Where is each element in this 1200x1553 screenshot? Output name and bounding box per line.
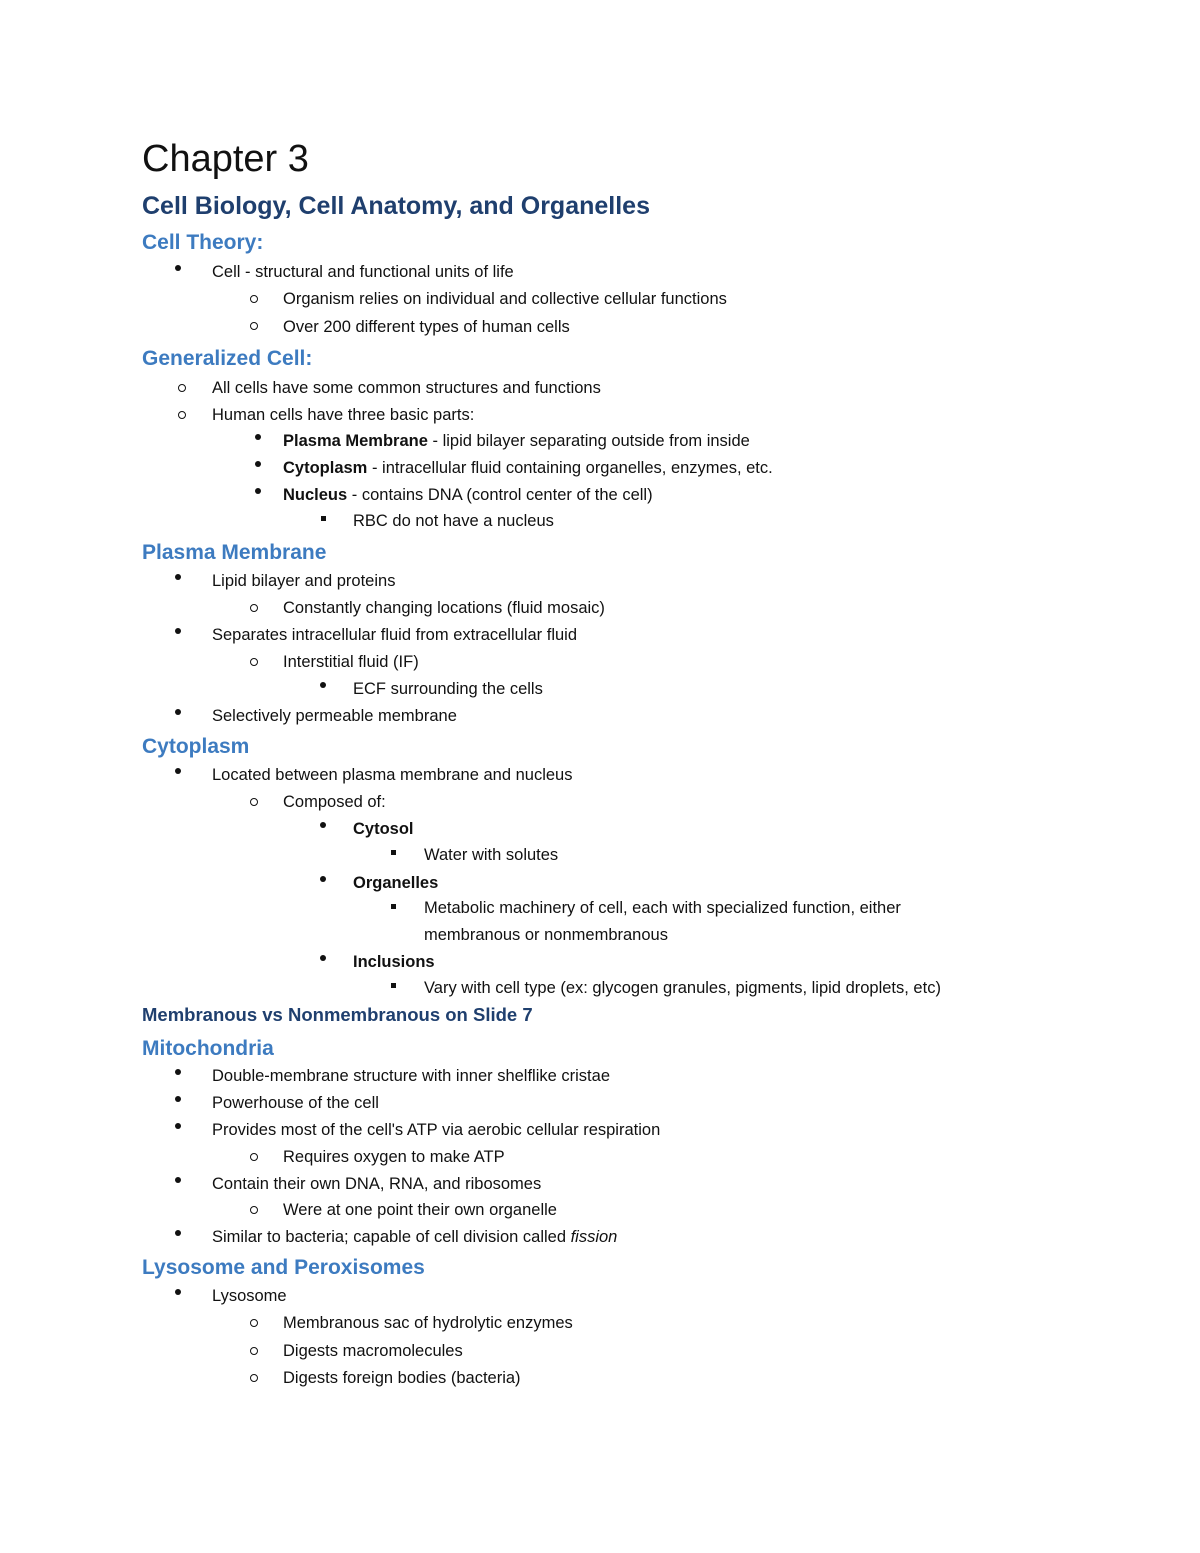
bullet-dot-icon (175, 1177, 181, 1183)
list-item: Double-membrane structure with inner shelflike cristae (212, 1067, 610, 1085)
bullet-square-icon (391, 983, 396, 988)
term-nucleus: Nucleus (283, 486, 348, 504)
term-cytosol: Cytosol (353, 820, 414, 838)
term-cytoplasm: Cytoplasm (283, 459, 368, 477)
bullet-dot-icon (255, 488, 261, 494)
list-item: Interstitial fluid (IF) (283, 653, 419, 671)
list-item: Contain their own DNA, RNA, and ribosomes (212, 1175, 542, 1193)
list-item: Membranous sac of hydrolytic enzymes (283, 1314, 573, 1332)
heading-cytoplasm: Cytoplasm (142, 735, 250, 758)
term-organelles: Organelles (353, 874, 439, 892)
list-item: RBC do not have a nucleus (353, 512, 554, 530)
bullet-dot-icon (175, 265, 181, 271)
list-item-inclusions (353, 954, 435, 971)
chapter-title: Chapter 3 (142, 138, 309, 180)
term-inclusions: Inclusions (353, 953, 435, 971)
membranous-note: Membranous vs Nonmembranous on Slide 7 (142, 1004, 533, 1025)
list-item-plasma-membrane (283, 433, 750, 450)
list-item: Provides most of the cell's ATP via aerobic cellular respiration (212, 1121, 661, 1139)
bullet-dot-icon (175, 1096, 181, 1102)
list-item: Selectively permeable membrane (212, 707, 457, 725)
bullet-circle-icon (250, 322, 258, 330)
bullet-dot-icon (175, 709, 181, 715)
heading-plasma-membrane: Plasma Membrane (142, 541, 327, 564)
bullet-dot-icon (320, 822, 326, 828)
bullet-dot-icon (320, 955, 326, 961)
list-item: Human cells have three basic parts: (212, 406, 475, 424)
list-item: Composed of: (283, 793, 386, 811)
bullet-circle-icon (250, 1153, 258, 1161)
bullet-dot-icon (175, 1069, 181, 1075)
bullet-dot-icon (255, 461, 261, 467)
list-item-cytoplasm (283, 460, 773, 477)
bullet-circle-icon (178, 411, 186, 419)
bullet-circle-icon (250, 604, 258, 612)
bullet-dot-icon (175, 768, 181, 774)
list-item: Powerhouse of the cell (212, 1094, 379, 1112)
definition: - intracellular fluid containing organelles, enzymes, etc. (367, 459, 773, 477)
heading-lysosome-peroxisomes: Lysosome and Peroxisomes (142, 1256, 425, 1279)
list-item: Digests macromolecules (283, 1342, 463, 1360)
definition: - contains DNA (control center of the cell) (347, 486, 653, 504)
list-item: Located between plasma membrane and nucleus (212, 766, 573, 784)
bullet-dot-icon (175, 1289, 181, 1295)
bullet-square-icon (391, 904, 396, 909)
bullet-circle-icon (250, 1374, 258, 1382)
list-item: Separates intracellular fluid from extracellular fluid (212, 626, 577, 644)
list-item: ECF surrounding the cells (353, 680, 543, 698)
list-item: Metabolic machinery of cell, each with specialized function, either (424, 899, 901, 917)
list-item: Lipid bilayer and proteins (212, 572, 396, 590)
bullet-dot-icon (175, 1123, 181, 1129)
list-item-organelles (353, 875, 438, 892)
list-item: Water with solutes (424, 846, 559, 864)
bullet-dot-icon (175, 574, 181, 580)
list-item: Were at one point their own organelle (283, 1201, 557, 1219)
bullet-circle-icon (178, 384, 186, 392)
heading-cell-theory: Cell Theory: (142, 231, 264, 254)
definition: - lipid bilayer separating outside from inside (427, 432, 750, 450)
list-item-nucleus (283, 487, 653, 504)
list-item: Constantly changing locations (fluid mosaic) (283, 599, 605, 617)
list-item: Organism relies on individual and collective cellular functions (283, 290, 727, 308)
term-fission: fission (570, 1228, 618, 1246)
list-item-continuation: membranous or nonmembranous (424, 926, 668, 944)
list-item: Digests foreign bodies (bacteria) (283, 1369, 521, 1387)
list-item: Requires oxygen to make ATP (283, 1148, 505, 1166)
list-item-cytosol (353, 821, 414, 838)
main-heading: Cell Biology, Cell Anatomy, and Organelles (142, 192, 650, 220)
list-item: Lysosome (212, 1287, 287, 1305)
bullet-dot-icon (255, 434, 261, 440)
bullet-circle-icon (250, 1347, 258, 1355)
bullet-dot-icon (175, 628, 181, 634)
list-item: Vary with cell type (ex: glycogen granules, pigments, lipid droplets, etc) (424, 979, 941, 997)
bullet-dot-icon (320, 682, 326, 688)
bullet-dot-icon (175, 1230, 181, 1236)
term-plasma-membrane: Plasma Membrane (283, 432, 428, 450)
bullet-circle-icon (250, 1319, 258, 1327)
bullet-dot-icon (320, 876, 326, 882)
heading-mitochondria: Mitochondria (142, 1037, 274, 1060)
text: Similar to bacteria; capable of cell division called (212, 1228, 571, 1246)
bullet-circle-icon (250, 1206, 258, 1214)
list-item-fission (212, 1229, 617, 1246)
bullet-square-icon (321, 516, 326, 521)
bullet-circle-icon (250, 295, 258, 303)
list-item: Over 200 different types of human cells (283, 318, 570, 336)
bullet-circle-icon (250, 658, 258, 666)
heading-generalized-cell: Generalized Cell: (142, 347, 313, 370)
bullet-square-icon (391, 850, 396, 855)
list-item: Cell - structural and functional units of life (212, 263, 514, 281)
list-item: All cells have some common structures and functions (212, 379, 601, 397)
bullet-circle-icon (250, 798, 258, 806)
